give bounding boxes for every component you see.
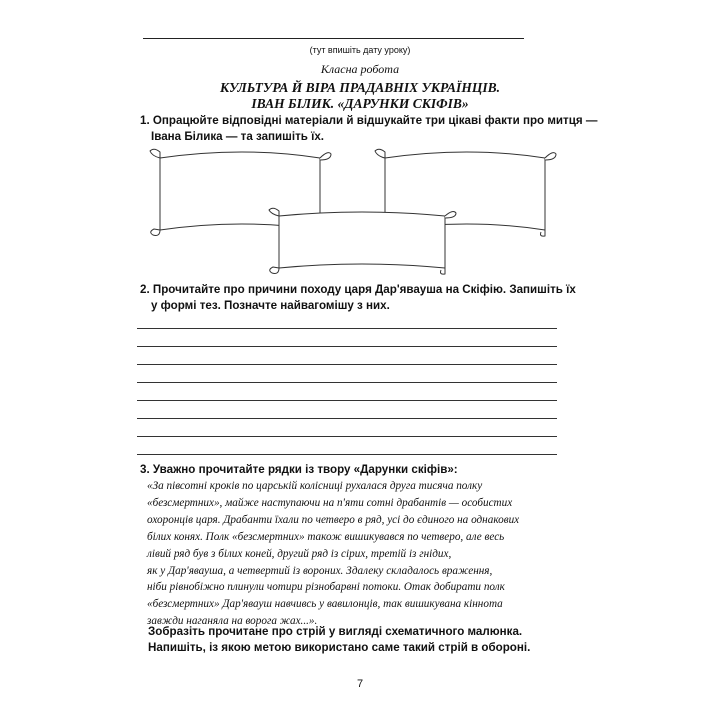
quote-line: «безсмертних» Дар'явауш навчивсь у вавилонців, так вишикувана кіннота	[147, 598, 503, 611]
task3-instruction-line2: Напишіть, із якою метою використано саме такий стрій в обороні.	[148, 641, 531, 654]
lesson-title-line2: ІВАН БІЛИК. «ДАРУНКИ СКІФІВ»	[251, 96, 469, 111]
task2-line1: 2. Прочитайте про причини походу царя Дар'явауша на Скіфію. Запишіть їх	[140, 283, 576, 296]
answer-line[interactable]	[137, 436, 557, 437]
answer-line[interactable]	[137, 400, 557, 401]
answer-line[interactable]	[137, 418, 557, 419]
task1-line1: 1. Опрацюйте відповідні матеріали й відшукайте три цікаві факти про митця —	[140, 114, 598, 127]
quote-line: білих конях. Полк «безсмертних» також вишикувався по четверо, але весь	[147, 530, 505, 543]
page-number: 7	[356, 678, 364, 690]
task3-heading: 3. Уважно прочитайте рядки із твору «Дарунки скіфів»:	[140, 463, 458, 476]
quote-line: лівий ряд був з білих коней, другий ряд із сірих, третій із гнідих,	[147, 547, 452, 560]
class-work-label: Класна робота	[320, 62, 400, 76]
answer-line[interactable]	[137, 382, 557, 383]
answer-line[interactable]	[137, 454, 557, 455]
task3-instruction-line1: Зобразіть прочитане про стрій у вигляді схематичного малюнка.	[148, 625, 523, 638]
answer-line[interactable]	[137, 364, 557, 365]
quote-line: охоронців царя. Драбанти їхали по четверо в ряд, усі до єдиного на однакових	[147, 513, 520, 526]
task1-line2: Івана Білика — та запишіть їх.	[151, 130, 325, 143]
lesson-title-line1: КУЛЬТУРА Й ВІРА ПРАДАВНІХ УКРАЇНЦІВ.	[220, 80, 500, 95]
quote-line: «За півсотні кроків по царській колісниці рухалася друга тисяча полку	[147, 480, 483, 492]
task3-instruction	[148, 624, 530, 656]
quote-line: ніби рівнобіжно плинули чотири різнобарвні потоки. Отак добирати полк	[147, 581, 505, 594]
task2-text	[140, 282, 576, 314]
quote-line: як у Дар'явауша, а четвертий із вороних. Здалеку складалось враження,	[147, 564, 493, 577]
date-write-line	[143, 38, 524, 39]
quote-line: «безсмертних», майже наступаючи на п'яти сотні драбантів — особистих	[147, 496, 513, 509]
scroll-frame-bottom	[267, 206, 457, 276]
task1-text	[140, 113, 597, 145]
task2-line2: у формі тез. Позначте найвагомішу з них.	[151, 299, 390, 312]
answer-line[interactable]	[137, 328, 557, 329]
date-hint: (тут впишіть дату уроку)	[309, 45, 411, 55]
quote-line: завжди наганяла на ворога жах...».	[147, 615, 318, 628]
answer-line[interactable]	[137, 346, 557, 347]
quote-block	[147, 478, 567, 630]
